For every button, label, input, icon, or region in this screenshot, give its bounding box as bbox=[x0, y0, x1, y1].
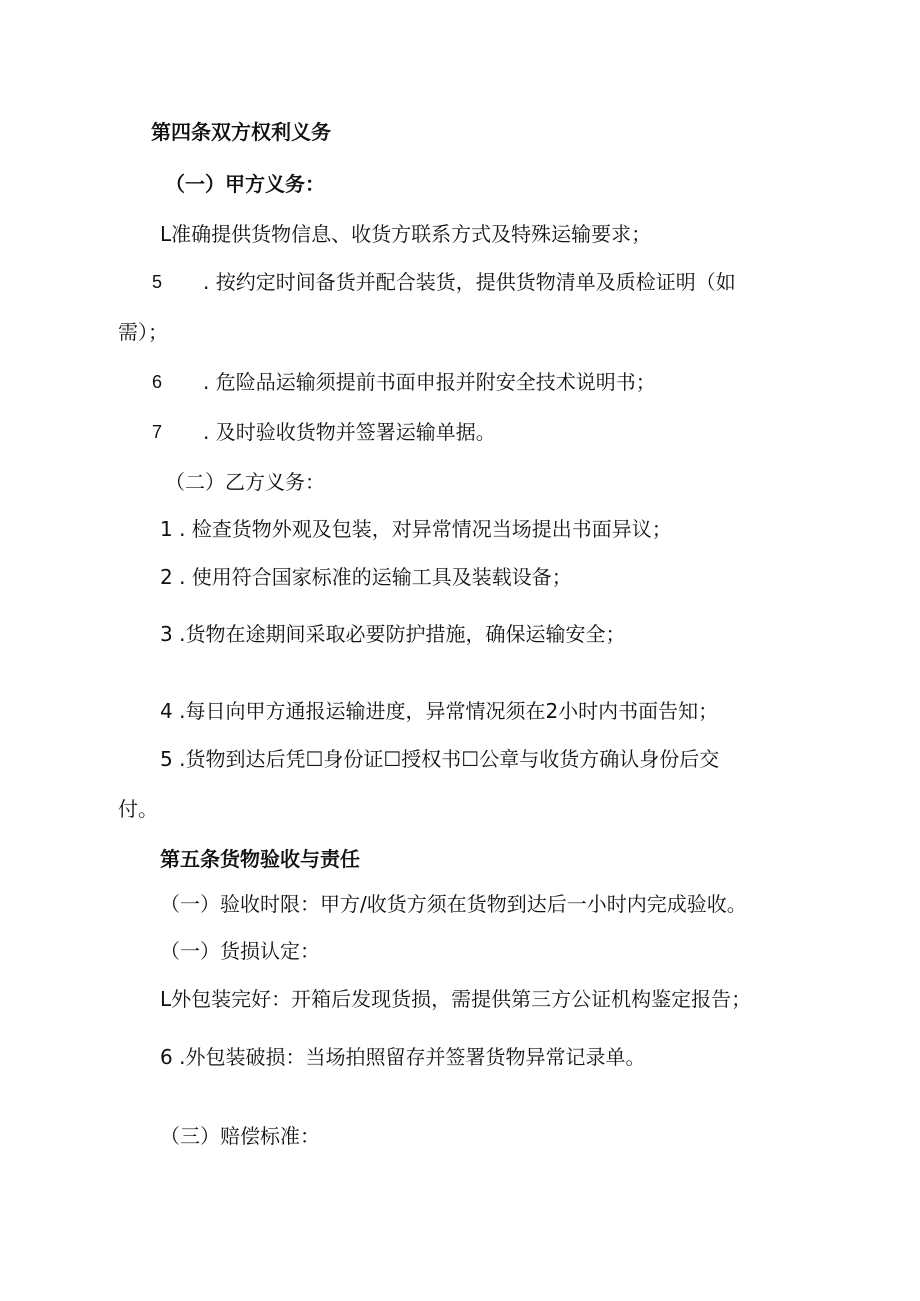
acceptance-period: （一）验收时限：甲方/收货方须在货物到达后一小时内完成验收。 bbox=[160, 892, 747, 916]
party-b-item-5: 5 .货物到达后凭☐身份证☐授权书☐公章与收货方确认身份后交 bbox=[160, 747, 720, 771]
damage-item-2: 6 .外包装破损：当场拍照留存并签署货物异常记录单。 bbox=[160, 1045, 646, 1069]
article5-title: 第五条货物验收与责任 bbox=[160, 847, 360, 871]
party-a-item-2: . 按约定时间备货并配合装货，提供货物清单及质检证明（如 bbox=[203, 270, 736, 294]
party-a-item-1: L准确提供货物信息、收货方联系方式及特殊运输要求； bbox=[160, 222, 652, 246]
party-a-item-3-number: 6 bbox=[152, 372, 163, 392]
party-b-heading: （二）乙方义务： bbox=[165, 470, 325, 494]
article4-title: 第四条双方权利义务 bbox=[151, 120, 331, 144]
party-a-item-4-number: 7 bbox=[152, 422, 163, 442]
party-a-item-2-continuation: 需）； bbox=[118, 320, 168, 344]
party-a-item-4: . 及时验收货物并签署运输单据。 bbox=[203, 420, 496, 444]
compensation-heading: （三）赔偿标准： bbox=[160, 1124, 320, 1148]
party-b-item-5-continuation: 付。 bbox=[118, 797, 158, 821]
damage-heading: （一）货损认定： bbox=[160, 939, 320, 963]
party-a-heading: （一）甲方义务： bbox=[165, 172, 325, 196]
party-a-item-3: . 危险品运输须提前书面申报并附安全技术说明书； bbox=[203, 370, 656, 394]
party-b-item-4: 4 .每日向甲方通报运输进度，异常情况须在2小时内书面告知； bbox=[160, 699, 719, 723]
party-b-item-2: 2 . 使用符合国家标准的运输工具及装载设备； bbox=[160, 565, 572, 589]
party-a-item-2-number: 5 bbox=[152, 272, 163, 292]
damage-item-1: L外包装完好：开箱后发现货损，需提供第三方公证机构鉴定报告； bbox=[160, 987, 752, 1011]
party-b-item-3: 3 .货物在途期间采取必要防护措施，确保运输安全； bbox=[160, 622, 626, 646]
party-b-item-1: 1 . 检查货物外观及包装，对异常情况当场提出书面异议； bbox=[160, 517, 672, 541]
